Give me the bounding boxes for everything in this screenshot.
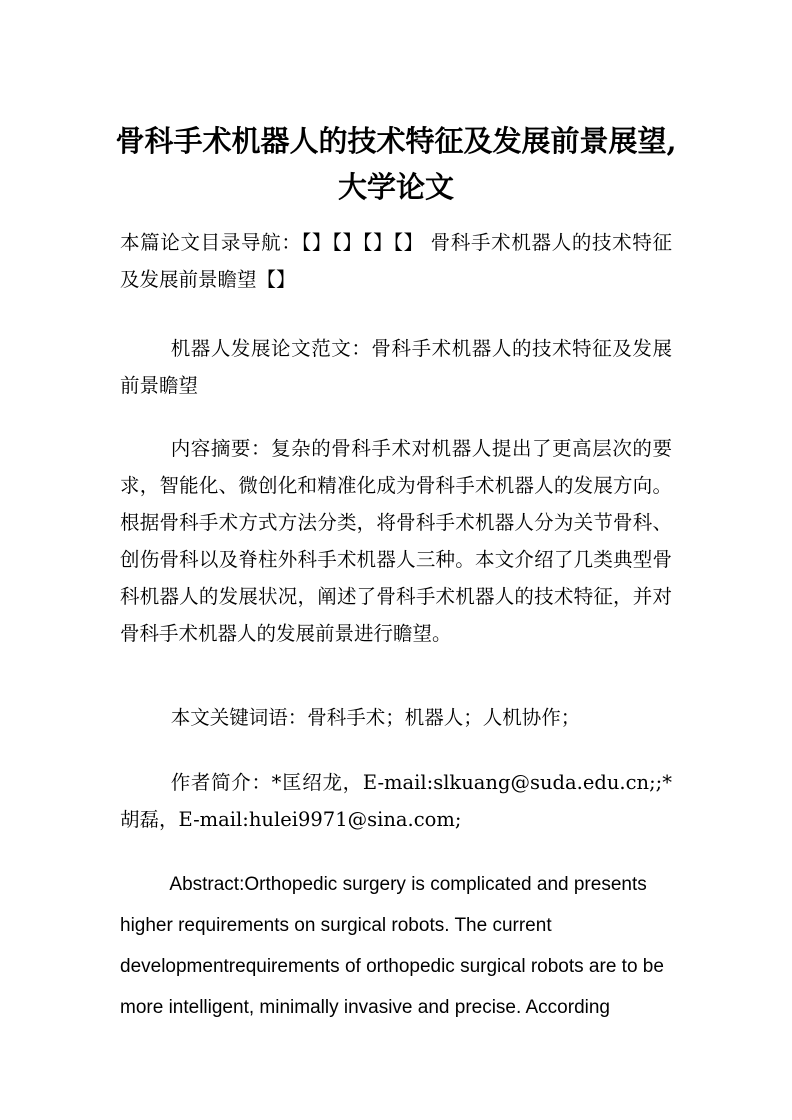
chinese-abstract-paragraph: 内容摘要：复杂的骨科手术对机器人提出了更高层次的要求，智能化、微创化和精准化成为骨科手术机器人的发展方向。根据骨科手术方式方法分类，将骨科手术机器人分为关节骨科、创伤骨科以及脊柱外科手术机器人三种。本文介绍了几类典型骨科机器人的发展状况，阐述了骨科手术机器人的技术特征，并对骨科手术机器人的发展前景进行瞻望。: [120, 437, 672, 645]
toc-navigation-paragraph: 本篇论文目录导航：【】【】【】【】 骨科手术机器人的技术特征及发展前景瞻望【】: [120, 231, 672, 291]
article-heading-paragraph: 机器人发展论文范文：骨科手术机器人的技术特征及发展前景瞻望: [120, 337, 672, 397]
author-info-paragraph: 作者简介：*匡绍龙，E-mail:slkuang@suda.edu.cn;;*胡磊，E-mail:hulei9971@sina.com;: [120, 771, 672, 831]
keywords-paragraph: 本文关键词语：骨科手术；机器人；人机协作；: [170, 706, 581, 729]
document-title: 骨科手术机器人的技术特征及发展前景展望,大学论文: [115, 124, 677, 204]
english-abstract-paragraph: Abstract:Orthopedic surgery is complicated and presents higher requirements on surgical robots. The current developmentrequirements of orthopedic surgical robots are to be more intelligent, minimally invasive and precise. According: [120, 874, 664, 1018]
